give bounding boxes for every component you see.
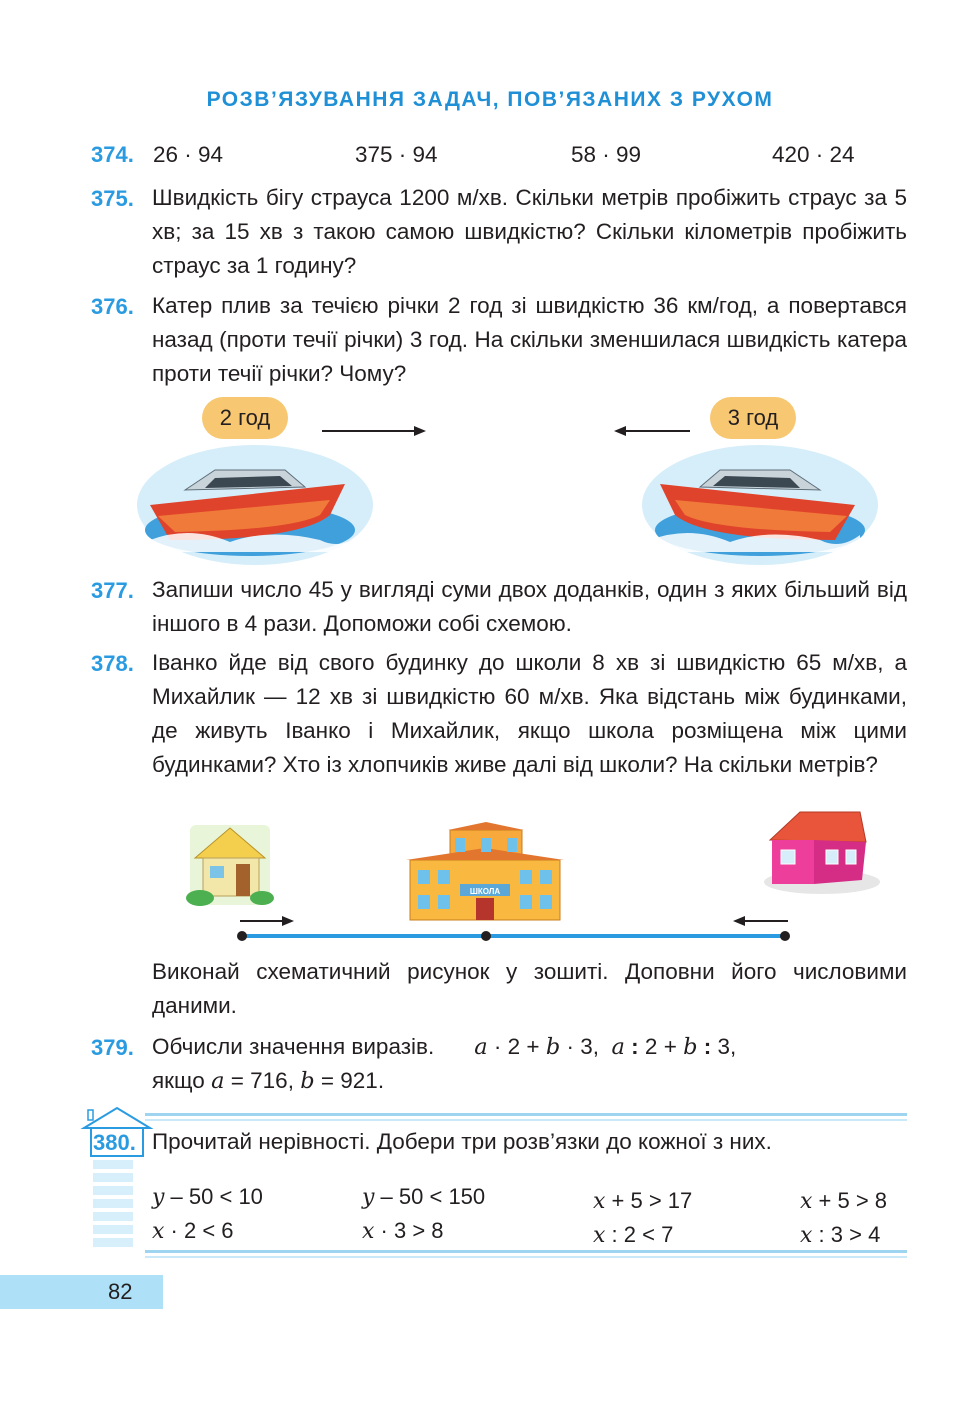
inequality-3: y – 50 < 150: [362, 1184, 486, 1210]
page-number: 82: [108, 1279, 133, 1304]
inequality-1: y – 50 < 10: [152, 1184, 263, 1210]
inequality-2: x · 2 < 6: [152, 1218, 234, 1244]
problem-number-374: 374.: [91, 142, 134, 167]
time-bubble-right: 3 год: [710, 397, 796, 439]
inequality-4: x · 3 > 8: [362, 1218, 444, 1244]
expression-374-3: 58 · 99: [571, 142, 642, 167]
problem-number-380: 380.: [93, 1130, 136, 1155]
instruction-379: Обчисли значення виразів.: [152, 1034, 435, 1059]
page-title: РОЗВ’ЯЗУВАННЯ ЗАДАЧ, ПОВ’ЯЗАНИХ З РУХОМ: [206, 88, 774, 111]
house-badge-icon: [84, 1108, 150, 1247]
problem-text-378: Іванко йде від свого будинку до школи 8 хв зі швидкістю 65 м/хв, а Михайлик — 12 хв зі швидкістю 60 м/хв. Яка відстань між будинками, де живуть Іванко і Михайлик, якщо школа розміщена між цими будинками? Хто із хлопчиків живе далі від школи? На скільки метрів?: [152, 650, 907, 777]
problem-number-376: 376.: [91, 294, 134, 319]
expression-374-4: 420 · 24: [772, 142, 855, 167]
inequality-5: x + 5 > 17: [593, 1188, 693, 1214]
note-378: Виконай схематичний рисунок у зошиті. Доповни його числовими даними.: [152, 959, 907, 1018]
time-bubble-left: 2 год: [202, 397, 288, 439]
expression-374-1: 26 · 94: [153, 142, 224, 167]
problem-text-376: Катер плив за течією річки 2 год зі швидкістю 36 км/год, а повертався назад (проти течії річки) 3 год. На скільки зменшилася швидкість катера проти течії річки? Чому?: [152, 293, 907, 386]
problem-text-379: Обчисли значення виразів. a · 2 + b · 3, a : 2 + b : 3,: [152, 1034, 737, 1060]
problem-text-377: Запиши число 45 у вигляді суми двох доданків, один з яких більший від іншого в 4 рази. Допоможи собі схемою.: [152, 577, 907, 636]
condition-379: якщо a = 716, b = 921.: [152, 1068, 385, 1094]
problem-text-380: Прочитай нерівності. Добери три розв’язки до кожної з них.: [152, 1129, 772, 1154]
problem-number-378: 378.: [91, 651, 134, 676]
inequality-7: x + 5 > 8: [800, 1188, 888, 1214]
problem-text-375: Швидкість бігу страуса 1200 м/хв. Скільки метрів пробіжить страус за 5 хв; за 15 хв з такою самою швидкістю? Скільки кілометрів пробіжить страус за 1 годину?: [152, 185, 907, 278]
problem-number-377: 377.: [91, 578, 134, 603]
school-sign: ШКОЛА: [469, 887, 501, 896]
inequality-8: x : 3 > 4: [800, 1222, 881, 1248]
problem-number-375: 375.: [91, 186, 134, 211]
page-number-bar: [0, 1275, 163, 1309]
problem-number-379: 379.: [91, 1035, 134, 1060]
expression-374-2: 375 · 94: [355, 142, 438, 167]
inequality-6: x : 2 < 7: [593, 1222, 674, 1248]
